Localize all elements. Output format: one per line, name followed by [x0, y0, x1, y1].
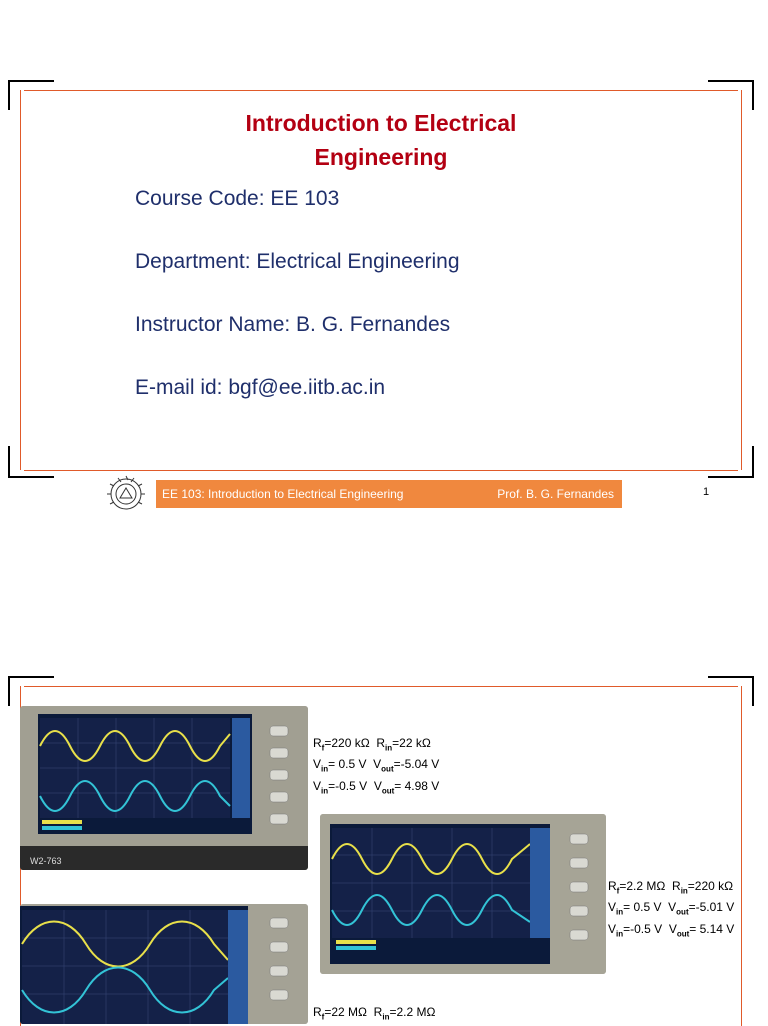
footer-professor: Prof. B. G. Fernandes	[497, 487, 614, 501]
params-set-1: $R_f=220$ kΩ $R_{in}=22$ kΩ $V_{in}= 0.5$ V $V_{out}=-5.04$ V $V_{in}=-0.5$ V $V_{out}= 4.98$ V	[313, 736, 440, 796]
instructor-name: Instructor Name: B. G. Fernandes	[135, 313, 451, 336]
params-set-2: $R_f=2.2$ MΩ $R_{in}=220$ kΩ $V_{in}= 0.5$ V $V_{out}=-5.01$ V $V_{in}=-0.5$ V $V_{out}= 5.14$ V	[608, 879, 735, 939]
footer-bar	[156, 480, 622, 508]
corner-bracket-bottom-right	[708, 476, 754, 478]
footer-course: EE 103: Introduction to Electrical Engineering	[162, 487, 404, 501]
frame-rule-right	[741, 686, 742, 1026]
title-line-1: Introduction to Electrical	[245, 110, 517, 136]
oscilloscope-photo-2	[320, 814, 606, 974]
frame-rule-bottom	[24, 470, 738, 471]
oscilloscope-photo-1	[20, 706, 308, 870]
corner-bracket-bottom-left-v	[8, 446, 10, 478]
page-number: 1	[703, 486, 710, 498]
handwritten-label: W2-763	[30, 856, 62, 866]
frame-rule-top	[24, 90, 738, 91]
corner-bracket-bottom-right-v	[752, 446, 754, 478]
email-id: E-mail id: bgf@ee.iitb.ac.in	[135, 376, 386, 399]
title-line-2: Engineering	[314, 144, 448, 170]
course-code: Course Code: EE 103	[135, 187, 340, 210]
oscilloscope-photo-3	[20, 904, 308, 1024]
department: Department: Electrical Engineering	[135, 250, 460, 273]
corner-bracket-top-left-v	[8, 676, 10, 706]
corner-bracket-top-left	[8, 676, 54, 678]
corner-bracket-bottom-left	[8, 476, 54, 478]
institute-logo-icon	[98, 474, 154, 514]
corner-bracket-top-right	[708, 676, 754, 678]
corner-bracket-top-right	[708, 80, 754, 82]
frame-rule-top	[24, 686, 738, 687]
corner-bracket-top-left	[8, 80, 54, 82]
title-slide	[8, 80, 754, 480]
slide-title	[8, 106, 754, 174]
corner-bracket-top-right-v	[752, 676, 754, 706]
params-set-3: $R_f=22$ MΩ $R_{in}=2.2$ MΩ	[313, 1005, 436, 1022]
